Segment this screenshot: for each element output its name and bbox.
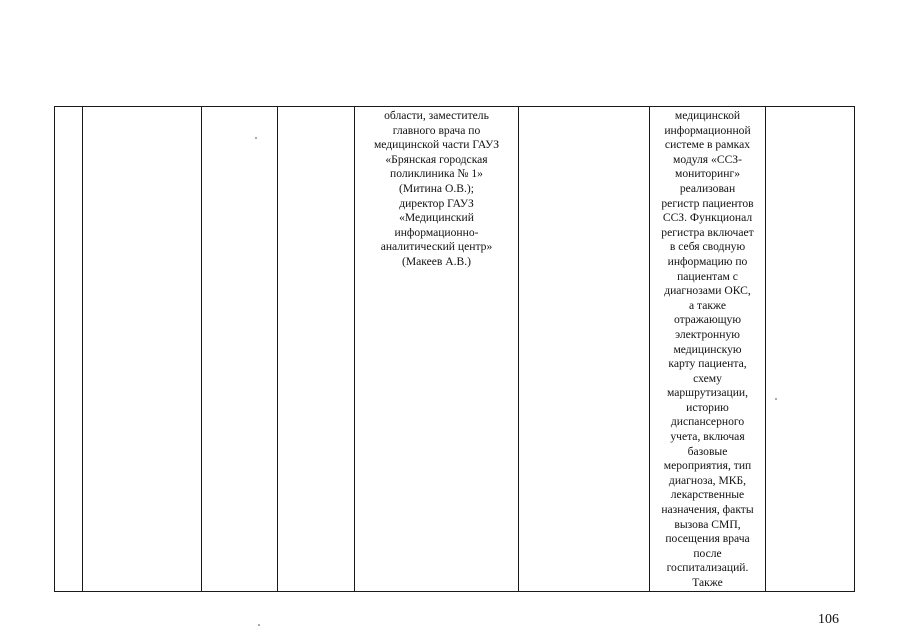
document-table: [54, 106, 855, 592]
table-cell-description: [650, 107, 766, 592]
scan-speck: [258, 624, 260, 626]
table-cell-responsible: [355, 107, 519, 592]
scan-speck: [775, 398, 777, 400]
responsible-persons-text: области, заместитель главного врача по медицинской части ГАУЗ «Брянская городская поликлиника № 1» (Митина О.В.); директор ГАУЗ «Медицинский информационно- аналитический центр» (Макеев А.В.): [373, 109, 500, 268]
registry-description-text: медицинской информационной системе в рамках модуля «ССЗ- мониторинг» реализован регистр пациентов ССЗ. Функционал регистра включает в себя сводную информацию по пациентам с диагнозами ОКС, а также отражающую электронную медицинскую карту пациента, схему маршрутизации, историю диспансерного учета, включая базовые мероприятия, тип диагноза, МКБ, лекарственные назначения, факты вызова СМП, посещения врача после госпитализаций. Также: [661, 109, 754, 589]
page-number: 106: [818, 612, 839, 627]
table-cell-col3: [202, 107, 278, 592]
table-cell-col2: [83, 107, 202, 592]
table-cell-col8: [766, 107, 855, 592]
scan-speck: [255, 137, 257, 139]
table-cell-col4: [278, 107, 355, 592]
table-row: [55, 107, 855, 592]
table-cell-col6: [519, 107, 650, 592]
table-cell-col1: [55, 107, 83, 592]
